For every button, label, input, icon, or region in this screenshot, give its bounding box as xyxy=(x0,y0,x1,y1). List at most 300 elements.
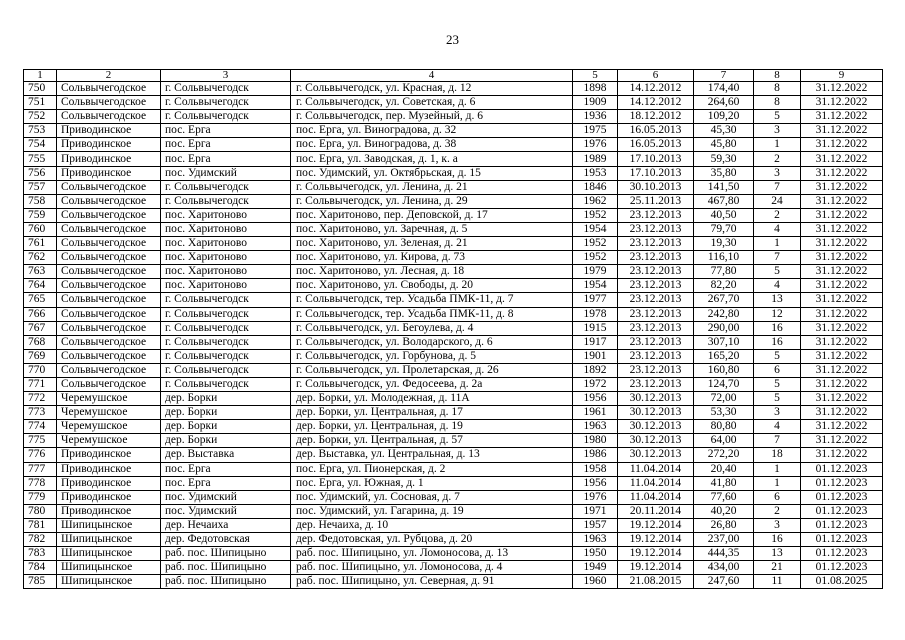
cell-municipality: Шипицынское xyxy=(57,561,161,575)
cell-count: 4 xyxy=(754,222,801,236)
cell-area: 53,30 xyxy=(694,406,754,420)
cell-date: 14.12.2012 xyxy=(618,96,694,110)
table-row xyxy=(24,152,883,166)
cell-locality: г. Сольвычегодск xyxy=(161,180,291,194)
cell-date: 23.12.2013 xyxy=(618,265,694,279)
cell-deadline: 31.12.2022 xyxy=(801,349,883,363)
cell-address: г. Сольвычегодск, ул. Красная, д. 12 xyxy=(291,82,573,96)
cell-municipality: Сольвычегодское xyxy=(57,279,161,293)
cell-address: г. Сольвычегодск, ул. Пролетарская, д. 26 xyxy=(291,363,573,377)
cell-number: 783 xyxy=(24,547,57,561)
cell-count: 11 xyxy=(754,575,801,589)
cell-area: 160,80 xyxy=(694,363,754,377)
cell-locality: дер. Борки xyxy=(161,406,291,420)
cell-count: 1 xyxy=(754,476,801,490)
cell-date: 21.08.2015 xyxy=(618,575,694,589)
cell-date: 19.12.2014 xyxy=(618,533,694,547)
cell-date: 25.11.2013 xyxy=(618,194,694,208)
cell-year: 1956 xyxy=(573,476,618,490)
cell-deadline: 01.12.2023 xyxy=(801,476,883,490)
cell-deadline: 31.12.2022 xyxy=(801,152,883,166)
cell-deadline: 31.12.2022 xyxy=(801,335,883,349)
cell-municipality: Приводинское xyxy=(57,476,161,490)
cell-date: 23.12.2013 xyxy=(618,222,694,236)
cell-number: 769 xyxy=(24,349,57,363)
table-header-row xyxy=(24,70,883,82)
table-row xyxy=(24,377,883,391)
cell-locality: пос. Удимский xyxy=(161,504,291,518)
cell-address: дер. Борки, ул. Центральная, д. 17 xyxy=(291,406,573,420)
cell-date: 23.12.2013 xyxy=(618,307,694,321)
cell-locality: пос. Удимский xyxy=(161,166,291,180)
cell-deadline: 31.12.2022 xyxy=(801,307,883,321)
cell-locality: раб. пос. Шипицыно xyxy=(161,561,291,575)
cell-municipality: Шипицынское xyxy=(57,547,161,561)
cell-address: пос. Харитоново, ул. Свободы, д. 20 xyxy=(291,279,573,293)
cell-municipality: Черемушское xyxy=(57,392,161,406)
table-body xyxy=(24,70,883,589)
cell-date: 14.12.2012 xyxy=(618,82,694,96)
cell-address: пос. Харитоново, ул. Кирова, д. 73 xyxy=(291,251,573,265)
table-row xyxy=(24,406,883,420)
cell-municipality: Приводинское xyxy=(57,124,161,138)
cell-address: дер. Федотовская, ул. Рубцова, д. 20 xyxy=(291,533,573,547)
cell-deadline: 01.12.2023 xyxy=(801,490,883,504)
cell-locality: г. Сольвычегодск xyxy=(161,377,291,391)
cell-number: 753 xyxy=(24,124,57,138)
cell-deadline: 31.12.2022 xyxy=(801,96,883,110)
cell-number: 772 xyxy=(24,392,57,406)
cell-municipality: Черемушское xyxy=(57,420,161,434)
cell-area: 35,80 xyxy=(694,166,754,180)
cell-deadline: 31.12.2022 xyxy=(801,124,883,138)
cell-municipality: Шипицынское xyxy=(57,533,161,547)
cell-deadline: 31.12.2022 xyxy=(801,166,883,180)
cell-address: раб. пос. Шипицыно, ул. Ломоносова, д. 4 xyxy=(291,561,573,575)
cell-deadline: 31.12.2022 xyxy=(801,82,883,96)
table-row xyxy=(24,420,883,434)
cell-number: 756 xyxy=(24,166,57,180)
cell-number: 762 xyxy=(24,251,57,265)
cell-deadline: 31.12.2022 xyxy=(801,110,883,124)
cell-area: 124,70 xyxy=(694,377,754,391)
cell-count: 8 xyxy=(754,96,801,110)
cell-locality: дер. Борки xyxy=(161,420,291,434)
cell-deadline: 01.08.2025 xyxy=(801,575,883,589)
cell-area: 26,80 xyxy=(694,518,754,532)
cell-area: 434,00 xyxy=(694,561,754,575)
cell-locality: пос. Удимский xyxy=(161,490,291,504)
cell-municipality: Сольвычегодское xyxy=(57,377,161,391)
cell-address: г. Сольвычегодск, ул. Бегоулева, д. 4 xyxy=(291,321,573,335)
cell-date: 17.10.2013 xyxy=(618,152,694,166)
cell-number: 770 xyxy=(24,363,57,377)
cell-address: дер. Нечаиха, д. 10 xyxy=(291,518,573,532)
cell-date: 18.12.2012 xyxy=(618,110,694,124)
cell-address: дер. Борки, ул. Центральная, д. 19 xyxy=(291,420,573,434)
cell-area: 45,80 xyxy=(694,138,754,152)
cell-count: 3 xyxy=(754,166,801,180)
cell-count: 6 xyxy=(754,363,801,377)
cell-count: 21 xyxy=(754,561,801,575)
cell-deadline: 01.12.2023 xyxy=(801,504,883,518)
cell-locality: дер. Борки xyxy=(161,434,291,448)
cell-municipality: Приводинское xyxy=(57,152,161,166)
cell-municipality: Черемушское xyxy=(57,434,161,448)
cell-deadline: 31.12.2022 xyxy=(801,321,883,335)
cell-area: 444,35 xyxy=(694,547,754,561)
cell-count: 1 xyxy=(754,462,801,476)
cell-deadline: 01.12.2023 xyxy=(801,533,883,547)
cell-municipality: Сольвычегодское xyxy=(57,110,161,124)
cell-count: 8 xyxy=(754,82,801,96)
cell-locality: г. Сольвычегодск xyxy=(161,110,291,124)
cell-locality: г. Сольвычегодск xyxy=(161,96,291,110)
cell-date: 20.11.2014 xyxy=(618,504,694,518)
cell-count: 24 xyxy=(754,194,801,208)
cell-year: 1846 xyxy=(573,180,618,194)
cell-count: 5 xyxy=(754,349,801,363)
cell-area: 45,30 xyxy=(694,124,754,138)
cell-date: 23.12.2013 xyxy=(618,335,694,349)
cell-number: 764 xyxy=(24,279,57,293)
cell-year: 1975 xyxy=(573,124,618,138)
cell-area: 247,60 xyxy=(694,575,754,589)
cell-number: 761 xyxy=(24,237,57,251)
cell-number: 773 xyxy=(24,406,57,420)
table-row xyxy=(24,110,883,124)
cell-address: г. Сольвычегодск, ул. Володарского, д. 6 xyxy=(291,335,573,349)
column-number-9: 9 xyxy=(801,70,883,82)
cell-date: 23.12.2013 xyxy=(618,293,694,307)
cell-year: 1971 xyxy=(573,504,618,518)
cell-area: 116,10 xyxy=(694,251,754,265)
cell-address: дер. Выставка, ул. Центральная, д. 13 xyxy=(291,448,573,462)
cell-deadline: 31.12.2022 xyxy=(801,293,883,307)
cell-date: 23.12.2013 xyxy=(618,251,694,265)
table-row xyxy=(24,462,883,476)
cell-number: 754 xyxy=(24,138,57,152)
cell-deadline: 31.12.2022 xyxy=(801,265,883,279)
column-number-3: 3 xyxy=(161,70,291,82)
cell-year: 1952 xyxy=(573,208,618,222)
cell-locality: дер. Выставка xyxy=(161,448,291,462)
cell-number: 779 xyxy=(24,490,57,504)
cell-area: 141,50 xyxy=(694,180,754,194)
cell-number: 765 xyxy=(24,293,57,307)
cell-area: 242,80 xyxy=(694,307,754,321)
cell-locality: г. Сольвычегодск xyxy=(161,363,291,377)
cell-municipality: Сольвычегодское xyxy=(57,321,161,335)
table-row xyxy=(24,561,883,575)
cell-municipality: Сольвычегодское xyxy=(57,293,161,307)
cell-area: 80,80 xyxy=(694,420,754,434)
cell-number: 763 xyxy=(24,265,57,279)
cell-year: 1917 xyxy=(573,335,618,349)
cell-number: 775 xyxy=(24,434,57,448)
cell-count: 3 xyxy=(754,406,801,420)
cell-date: 23.12.2013 xyxy=(618,237,694,251)
cell-area: 79,70 xyxy=(694,222,754,236)
cell-count: 18 xyxy=(754,448,801,462)
cell-locality: пос. Ерга xyxy=(161,152,291,166)
cell-deadline: 31.12.2022 xyxy=(801,434,883,448)
cell-deadline: 31.12.2022 xyxy=(801,138,883,152)
table-row xyxy=(24,504,883,518)
cell-area: 237,00 xyxy=(694,533,754,547)
cell-year: 1898 xyxy=(573,82,618,96)
column-number-6: 6 xyxy=(618,70,694,82)
table-row xyxy=(24,124,883,138)
cell-number: 759 xyxy=(24,208,57,222)
table-row xyxy=(24,293,883,307)
cell-area: 174,40 xyxy=(694,82,754,96)
cell-address: г. Сольвычегодск, ул. Горбунова, д. 5 xyxy=(291,349,573,363)
cell-year: 1952 xyxy=(573,251,618,265)
table-row xyxy=(24,208,883,222)
cell-count: 3 xyxy=(754,518,801,532)
cell-municipality: Шипицынское xyxy=(57,575,161,589)
cell-count: 16 xyxy=(754,321,801,335)
cell-locality: пос. Ерга xyxy=(161,462,291,476)
cell-municipality: Сольвычегодское xyxy=(57,349,161,363)
cell-number: 774 xyxy=(24,420,57,434)
cell-date: 30.12.2013 xyxy=(618,420,694,434)
cell-deadline: 01.12.2023 xyxy=(801,518,883,532)
cell-address: пос. Ерга, ул. Пионерская, д. 2 xyxy=(291,462,573,476)
cell-year: 1979 xyxy=(573,265,618,279)
cell-municipality: Сольвычегодское xyxy=(57,307,161,321)
cell-year: 1962 xyxy=(573,194,618,208)
table-row xyxy=(24,575,883,589)
cell-number: 777 xyxy=(24,462,57,476)
cell-address: пос. Удимский, ул. Гагарина, д. 19 xyxy=(291,504,573,518)
cell-number: 766 xyxy=(24,307,57,321)
cell-count: 2 xyxy=(754,208,801,222)
cell-deadline: 31.12.2022 xyxy=(801,208,883,222)
cell-date: 17.10.2013 xyxy=(618,166,694,180)
cell-number: 758 xyxy=(24,194,57,208)
cell-date: 23.12.2013 xyxy=(618,363,694,377)
cell-date: 19.12.2014 xyxy=(618,561,694,575)
cell-municipality: Черемушское xyxy=(57,406,161,420)
cell-year: 1949 xyxy=(573,561,618,575)
table-row xyxy=(24,82,883,96)
cell-year: 1960 xyxy=(573,575,618,589)
table-row xyxy=(24,279,883,293)
cell-count: 16 xyxy=(754,533,801,547)
cell-year: 1976 xyxy=(573,138,618,152)
cell-municipality: Приводинское xyxy=(57,448,161,462)
cell-count: 6 xyxy=(754,490,801,504)
cell-deadline: 31.12.2022 xyxy=(801,377,883,391)
cell-area: 19,30 xyxy=(694,237,754,251)
cell-date: 23.12.2013 xyxy=(618,321,694,335)
cell-municipality: Сольвычегодское xyxy=(57,363,161,377)
cell-count: 3 xyxy=(754,124,801,138)
cell-date: 19.12.2014 xyxy=(618,547,694,561)
cell-area: 59,30 xyxy=(694,152,754,166)
cell-area: 72,00 xyxy=(694,392,754,406)
cell-address: пос. Ерга, ул. Южная, д. 1 xyxy=(291,476,573,490)
cell-year: 1977 xyxy=(573,293,618,307)
cell-year: 1956 xyxy=(573,392,618,406)
cell-date: 30.12.2013 xyxy=(618,392,694,406)
cell-area: 64,00 xyxy=(694,434,754,448)
cell-number: 751 xyxy=(24,96,57,110)
cell-municipality: Сольвычегодское xyxy=(57,82,161,96)
cell-area: 307,10 xyxy=(694,335,754,349)
cell-count: 1 xyxy=(754,138,801,152)
cell-year: 1901 xyxy=(573,349,618,363)
cell-address: раб. пос. Шипицыно, ул. Ломоносова, д. 13 xyxy=(291,547,573,561)
table-row xyxy=(24,533,883,547)
cell-municipality: Сольвычегодское xyxy=(57,265,161,279)
cell-number: 755 xyxy=(24,152,57,166)
cell-count: 4 xyxy=(754,420,801,434)
cell-date: 11.04.2014 xyxy=(618,476,694,490)
cell-address: пос. Ерга, ул. Виноградова, д. 32 xyxy=(291,124,573,138)
cell-address: г. Сольвычегодск, тер. Усадьба ПМК-11, д. 8 xyxy=(291,307,573,321)
cell-date: 11.04.2014 xyxy=(618,462,694,476)
cell-address: г. Сольвычегодск, ул. Ленина, д. 21 xyxy=(291,180,573,194)
cell-area: 272,20 xyxy=(694,448,754,462)
cell-address: пос. Харитоново, ул. Заречная, д. 5 xyxy=(291,222,573,236)
cell-count: 13 xyxy=(754,547,801,561)
cell-year: 1909 xyxy=(573,96,618,110)
cell-date: 30.12.2013 xyxy=(618,406,694,420)
cell-number: 785 xyxy=(24,575,57,589)
cell-address: пос. Ерга, ул. Заводская, д. 1, к. а xyxy=(291,152,573,166)
cell-area: 267,70 xyxy=(694,293,754,307)
table-row xyxy=(24,222,883,236)
cell-count: 7 xyxy=(754,251,801,265)
cell-address: пос. Удимский, ул. Сосновая, д. 7 xyxy=(291,490,573,504)
cell-municipality: Приводинское xyxy=(57,166,161,180)
cell-year: 1950 xyxy=(573,547,618,561)
cell-year: 1957 xyxy=(573,518,618,532)
cell-date: 23.12.2013 xyxy=(618,208,694,222)
cell-deadline: 01.12.2023 xyxy=(801,547,883,561)
cell-area: 20,40 xyxy=(694,462,754,476)
cell-deadline: 31.12.2022 xyxy=(801,420,883,434)
table-row xyxy=(24,194,883,208)
cell-area: 165,20 xyxy=(694,349,754,363)
cell-year: 1936 xyxy=(573,110,618,124)
cell-area: 40,20 xyxy=(694,504,754,518)
cell-number: 768 xyxy=(24,335,57,349)
cell-municipality: Шипицынское xyxy=(57,518,161,532)
cell-number: 771 xyxy=(24,377,57,391)
cell-area: 77,80 xyxy=(694,265,754,279)
cell-locality: пос. Ерга xyxy=(161,124,291,138)
cell-count: 2 xyxy=(754,152,801,166)
table-row xyxy=(24,476,883,490)
cell-address: пос. Харитоново, пер. Деповской, д. 17 xyxy=(291,208,573,222)
cell-count: 4 xyxy=(754,279,801,293)
column-number-7: 7 xyxy=(694,70,754,82)
cell-municipality: Сольвычегодское xyxy=(57,96,161,110)
cell-date: 11.04.2014 xyxy=(618,490,694,504)
column-number-8: 8 xyxy=(754,70,801,82)
table-row xyxy=(24,265,883,279)
cell-number: 776 xyxy=(24,448,57,462)
cell-area: 77,60 xyxy=(694,490,754,504)
cell-address: г. Сольвычегодск, ул. Советская, д. 6 xyxy=(291,96,573,110)
cell-count: 1 xyxy=(754,237,801,251)
cell-count: 2 xyxy=(754,504,801,518)
cell-locality: г. Сольвычегодск xyxy=(161,335,291,349)
cell-date: 23.12.2013 xyxy=(618,279,694,293)
cell-municipality: Сольвычегодское xyxy=(57,222,161,236)
column-number-1: 1 xyxy=(24,70,57,82)
table-row xyxy=(24,547,883,561)
housing-table xyxy=(23,69,883,589)
cell-address: пос. Харитоново, ул. Лесная, д. 18 xyxy=(291,265,573,279)
cell-count: 5 xyxy=(754,392,801,406)
cell-deadline: 31.12.2022 xyxy=(801,222,883,236)
cell-area: 41,80 xyxy=(694,476,754,490)
table-row xyxy=(24,335,883,349)
cell-locality: дер. Нечаиха xyxy=(161,518,291,532)
cell-address: дер. Борки, ул. Молодежная, д. 11А xyxy=(291,392,573,406)
cell-municipality: Приводинское xyxy=(57,490,161,504)
cell-date: 19.12.2014 xyxy=(618,518,694,532)
cell-count: 16 xyxy=(754,335,801,349)
cell-locality: раб. пос. Шипицыно xyxy=(161,547,291,561)
table-row xyxy=(24,307,883,321)
cell-locality: г. Сольвычегодск xyxy=(161,293,291,307)
cell-municipality: Сольвычегодское xyxy=(57,335,161,349)
cell-address: г. Сольвычегодск, тер. Усадьба ПМК-11, д. 7 xyxy=(291,293,573,307)
cell-deadline: 01.12.2023 xyxy=(801,462,883,476)
cell-address: пос. Ерга, ул. Виноградова, д. 38 xyxy=(291,138,573,152)
cell-locality: дер. Федотовская xyxy=(161,533,291,547)
cell-address: г. Сольвычегодск, ул. Федосеева, д. 2а xyxy=(291,377,573,391)
cell-municipality: Сольвычегодское xyxy=(57,251,161,265)
cell-number: 781 xyxy=(24,518,57,532)
cell-year: 1963 xyxy=(573,420,618,434)
cell-locality: пос. Харитоново xyxy=(161,265,291,279)
cell-number: 780 xyxy=(24,504,57,518)
cell-locality: дер. Борки xyxy=(161,392,291,406)
cell-locality: пос. Харитоново xyxy=(161,237,291,251)
table-row xyxy=(24,237,883,251)
cell-address: раб. пос. Шипицыно, ул. Северная, д. 91 xyxy=(291,575,573,589)
table-row xyxy=(24,363,883,377)
cell-municipality: Сольвычегодское xyxy=(57,194,161,208)
cell-municipality: Сольвычегодское xyxy=(57,237,161,251)
cell-count: 5 xyxy=(754,377,801,391)
cell-locality: г. Сольвычегодск xyxy=(161,307,291,321)
table-row xyxy=(24,448,883,462)
table-row xyxy=(24,138,883,152)
cell-year: 1978 xyxy=(573,307,618,321)
cell-address: пос. Харитоново, ул. Зеленая, д. 21 xyxy=(291,237,573,251)
cell-count: 7 xyxy=(754,180,801,194)
cell-date: 23.12.2013 xyxy=(618,349,694,363)
cell-area: 82,20 xyxy=(694,279,754,293)
cell-date: 30.10.2013 xyxy=(618,180,694,194)
cell-number: 750 xyxy=(24,82,57,96)
cell-year: 1952 xyxy=(573,237,618,251)
cell-deadline: 31.12.2022 xyxy=(801,392,883,406)
column-number-4: 4 xyxy=(291,70,573,82)
cell-count: 13 xyxy=(754,293,801,307)
cell-count: 5 xyxy=(754,110,801,124)
cell-count: 5 xyxy=(754,265,801,279)
cell-municipality: Приводинское xyxy=(57,462,161,476)
